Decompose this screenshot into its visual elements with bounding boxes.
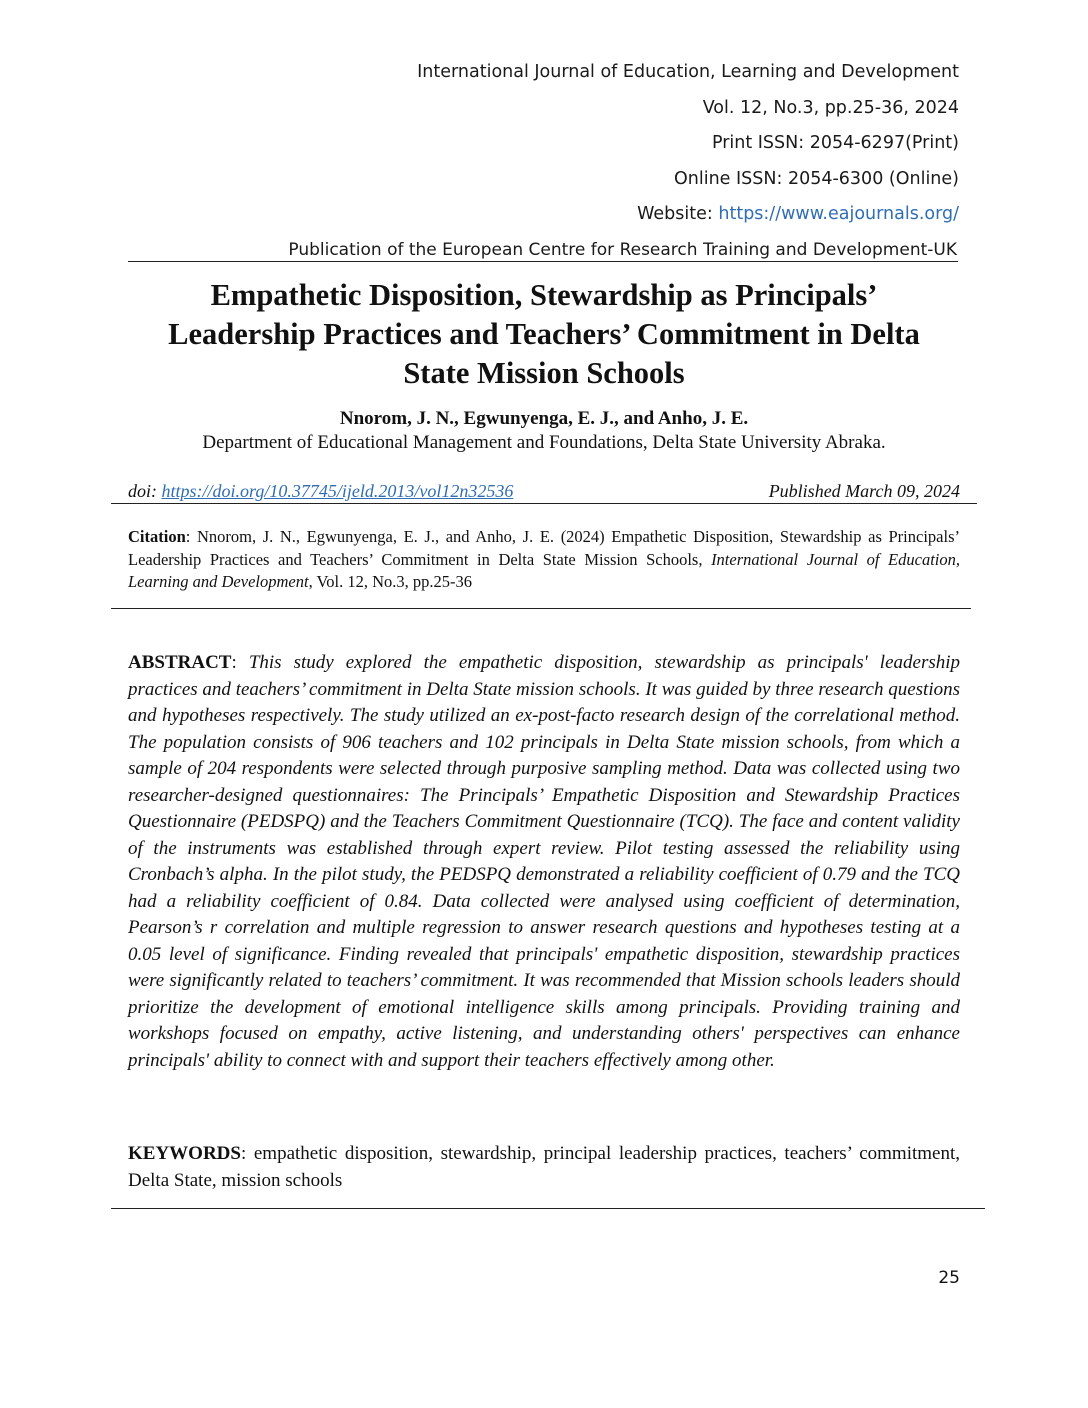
print-issn: Print ISSN: 2054-6297(Print) (711, 133, 959, 153)
doi-label: doi: (128, 481, 162, 501)
citation (128, 526, 960, 594)
page-number: 25 (938, 1268, 960, 1288)
keywords-label: KEYWORDS (128, 1143, 241, 1164)
abstract-separator: : (231, 652, 249, 673)
title-line: Leadership Practices and Teachers’ Commitment in Delta (168, 317, 920, 351)
citation-label: Citation (128, 527, 186, 546)
title-line: Empathetic Disposition, Stewardship as Principals’ (210, 278, 878, 312)
keywords-text: : empathetic disposition, stewardship, principal leadership practices, teachers’ commitment, Delta State, mission schools (128, 1143, 960, 1191)
citation-rule (111, 608, 971, 609)
website-line (637, 204, 959, 224)
doi-rule (111, 503, 977, 504)
header-rule (128, 261, 958, 262)
journal-name: International Journal of Education, Learning and Development (417, 62, 959, 82)
published-date: Published March 09, 2024 (768, 481, 960, 501)
title-line: State Mission Schools (403, 356, 685, 390)
volume-info: Vol. 12, No.3, pp.25-36, 2024 (702, 98, 959, 118)
publisher-line: Publication of the European Centre for Research Training and Development-UK (288, 240, 957, 260)
article-title (100, 276, 988, 393)
keywords (128, 1141, 960, 1194)
citation-volume: , Vol. 12, No.3, pp.25-36 (308, 572, 473, 592)
citation-text: : Nnorom, J. N., Egwunyenga, E. J., and Anho, J. E. (2024) Empathetic Disposition, Stewardship as Principals’ Leadership Practices and Teachers’ Commitment in Delta State Mission Schools, (128, 527, 960, 569)
abstract-label: ABSTRACT (128, 652, 232, 673)
online-issn: Online ISSN: 2054-6300 (Online) (674, 169, 959, 189)
citation-journal: International Journal of Education, Learning and Development (128, 549, 960, 592)
keywords-rule (111, 1208, 985, 1209)
affiliation: Department of Educational Management and Foundations, Delta State University Abraka. (202, 432, 886, 453)
website-label: Website: (637, 204, 719, 224)
doi-row (128, 481, 960, 502)
abstract (128, 650, 960, 1074)
doi-link[interactable]: https://doi.org/10.37745/ijeld.2013/vol12n32536 (161, 481, 514, 501)
authors: Nnorom, J. N., Egwunyenga, E. J., and Anho, J. E. (339, 408, 749, 429)
abstract-text: This study explored the empathetic disposition, stewardship as principals' leadership practices and teachers’ commitment in Delta State mission schools. It was guided by three research questions and hypotheses respectively. The study utilized an ex-post-facto research design of the correlational method. The population consists of 906 teachers and 102 principals in Delta State mission schools, from which a sample of 204 respondents were selected through purposive sampling method. Data was collected using two researcher-designed questionnaires: The Principals’ Empathetic Disposition and Stewardship Practices Questionnaire (PEDSPQ) and the Teachers Commitment Questionnaire (TCQ). The face and content validity of the instruments was established through expert review. Pilot testing assessed the reliability using Cronbach’s alpha. In the pilot study, the PEDSPQ demonstrated a reliability coefficient of 0.79 and the TCQ had a reliability coefficient of 0.84. Data collected were analysed using coefficient of determination, Pearson’s r correlation and multiple regression to answer research questions and hypotheses testing at a 0.05 level of significance. Finding revealed that principals' empathetic disposition, stewardship practices were significantly related to teachers’ commitment. It was recommended that Mission schools leaders should prioritize the development of emotional intelligence skills among principals. Providing training and workshops focused on empathy, active listening, and understanding others' perspectives can enhance principals' ability to connect with and support their teachers effectively among other. (128, 652, 961, 1071)
website-link[interactable]: https://www.eajournals.org/ (718, 204, 959, 224)
